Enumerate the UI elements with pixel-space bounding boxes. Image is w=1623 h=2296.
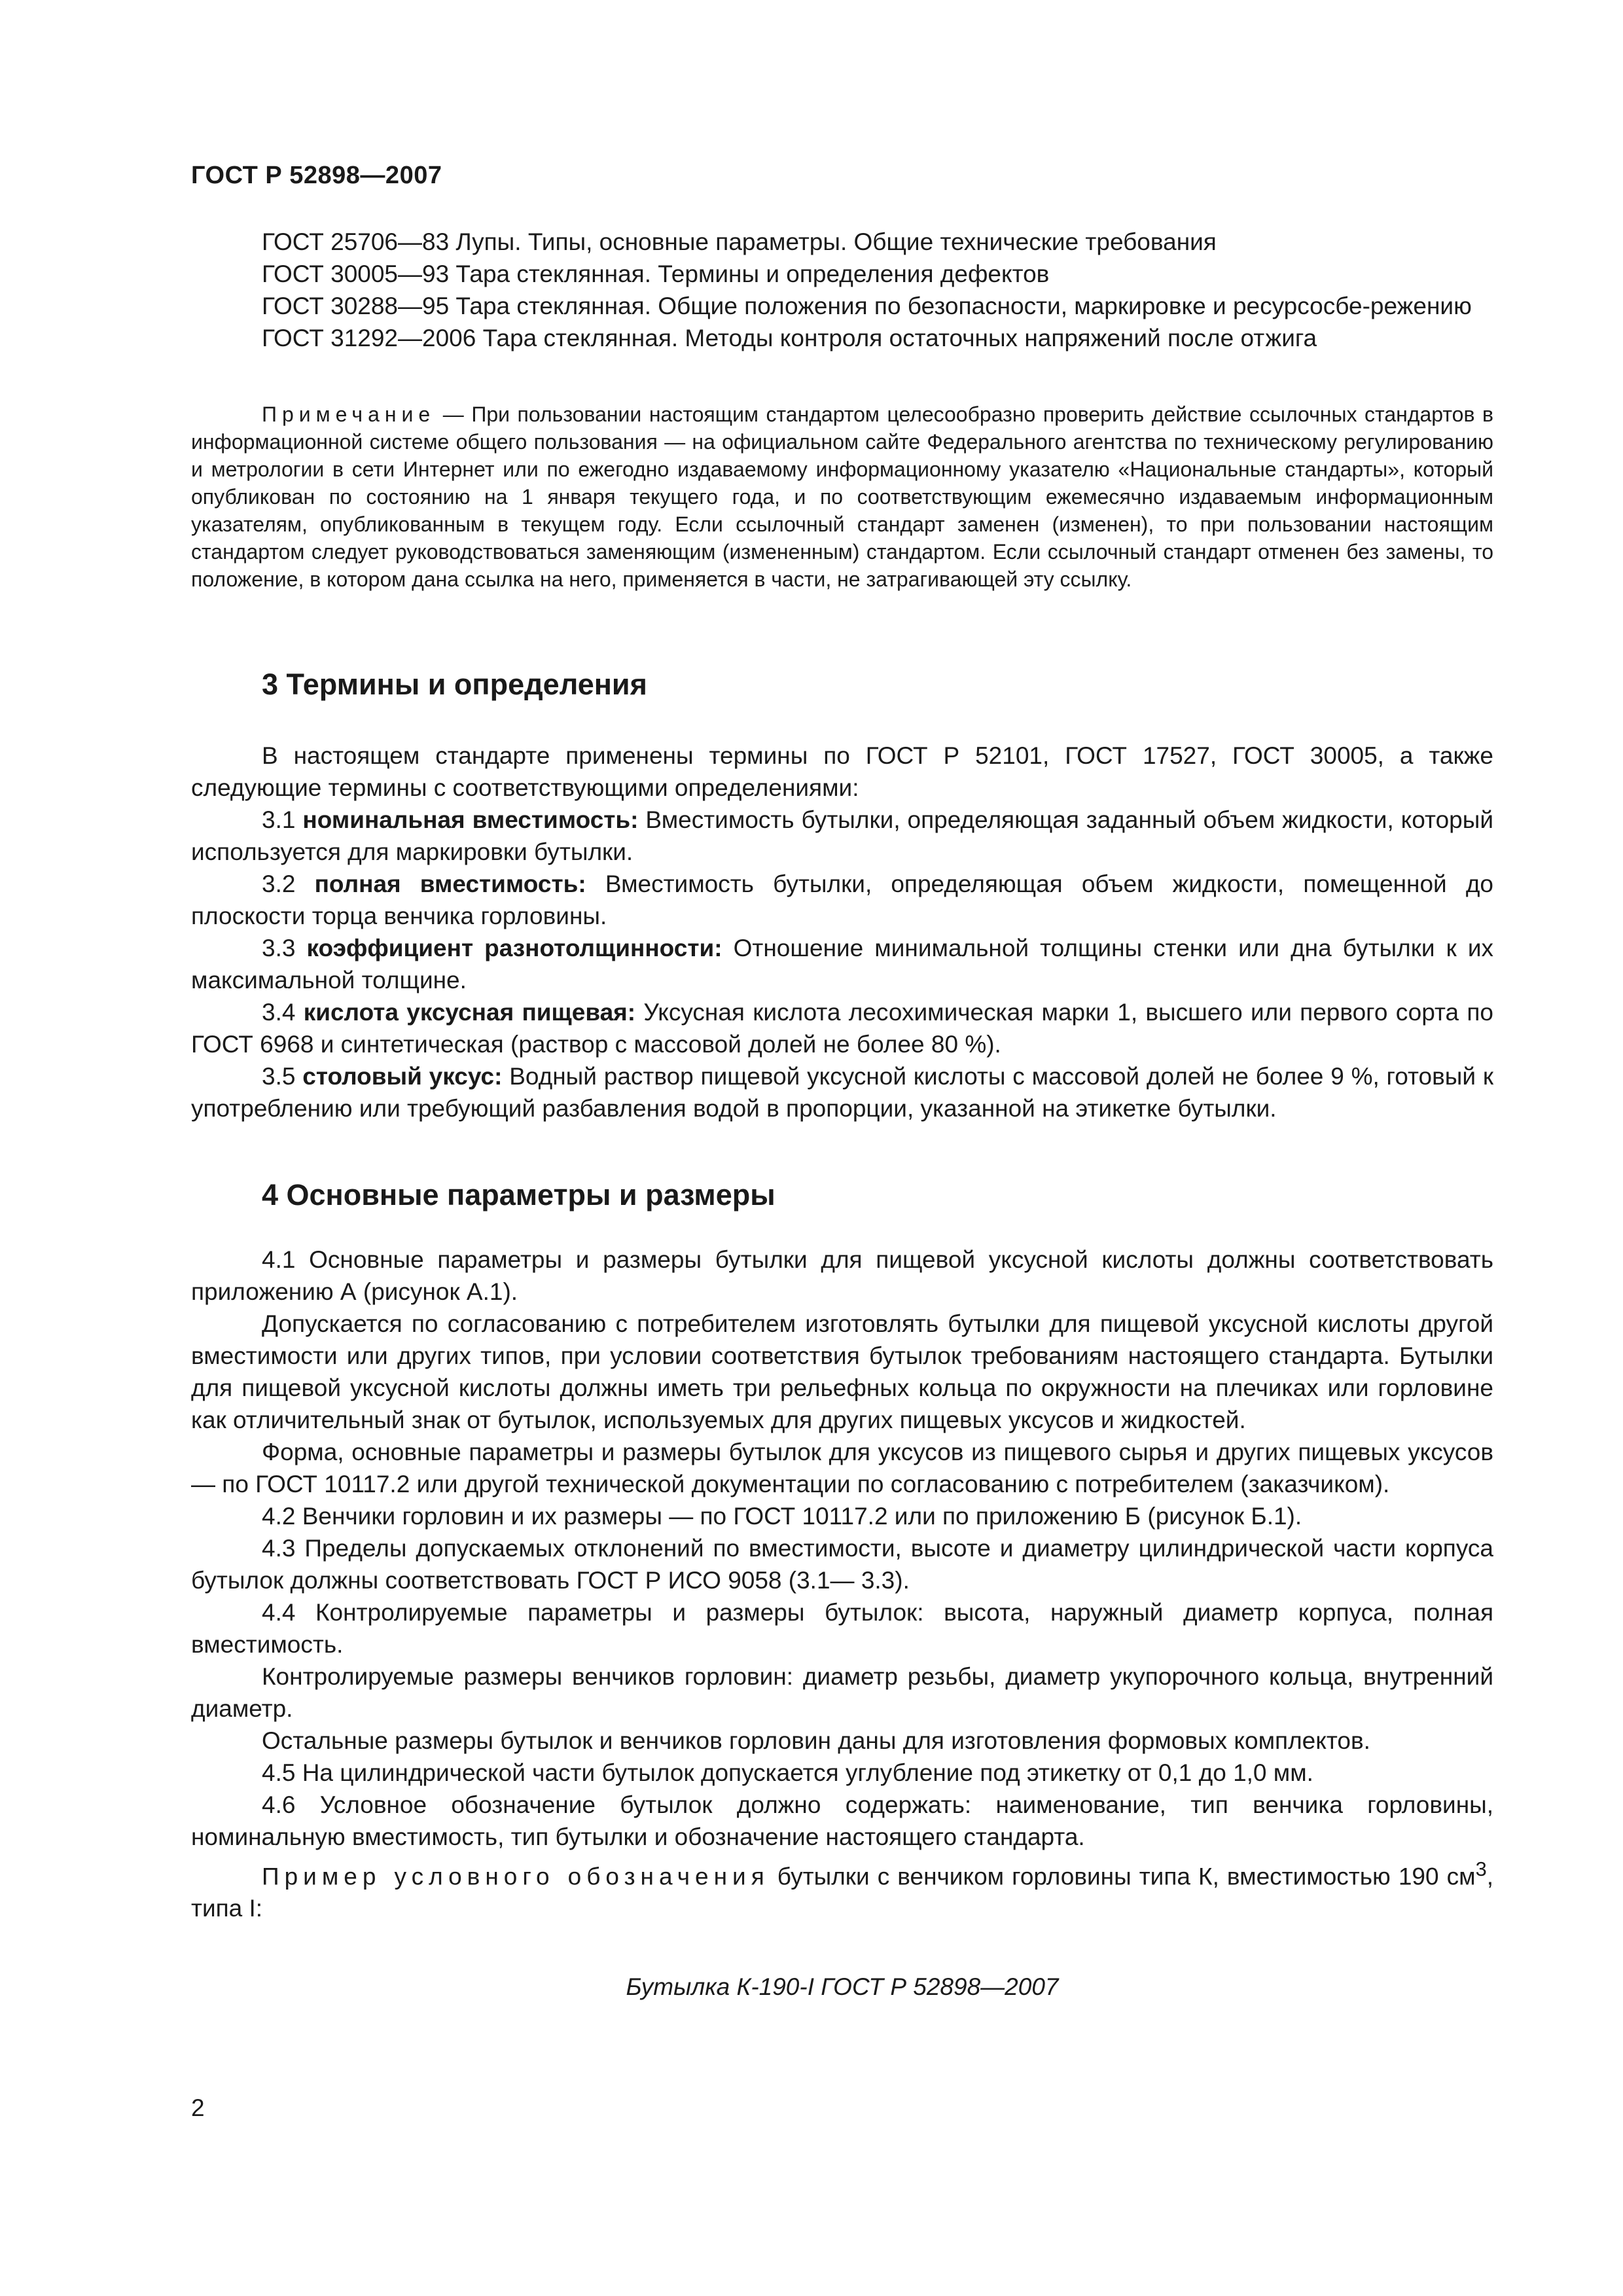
term-item: 3.4 кислота уксусная пищевая: Уксусная кислота лесохимическая марки 1, высшего или первого сорта по ГОСТ 6968 и синтетическая (раствор с массовой долей не более 80 %). [191, 999, 1493, 1058]
section-4-body [191, 1244, 1493, 1924]
term-definition: Отношение минимальной толщины стенки или дна бутылки к их максимальной толщине. [191, 935, 1494, 994]
paragraph: Остальные размеры бутылок и венчиков горловин даны для изготовления формовых комплектов. [262, 1727, 1370, 1754]
document-header: ГОСТ Р 52898—2007 [191, 162, 442, 189]
paragraph: 4.3 Пределы допускаемых отклонений по вместимости, высоте и диаметру цилиндрической части корпуса бутылок должны соответствовать ГОСТ Р ИСО 9058 (3.1— 3.3). [191, 1535, 1493, 1594]
paragraph: 4.1 Основные параметры и размеры бутылки для пищевой уксусной кислоты должны соответствовать приложению А (рисунок А.1). [191, 1246, 1493, 1305]
reference-item: ГОСТ 30005—93 Тара стеклянная. Термины и определения дефектов [262, 260, 1050, 287]
note-text: — При пользовании настоящим стандартом целесообразно проверить действие ссылочных стандартов в информационной системе общего пользования — на официальном сайте Федерального агентства по техническому регулированию и метрологии в сети Интернет или по ежегодно издаваемому информационному указателю «Национальные стандарты», который опубликован по состоянию на 1 января текущего года, и по соответствующим ежемесячно издаваемым информационным указателям, опубликованным в текущем году. Если ссылочный стандарт заменен (изменен), то при пользовании настоящим стандартом следует руководствоваться заменяющим (измененным) стандартом. Если ссылочный стандарт отменен без замены, то положение, в котором дана ссылка на него, применяется в части, не затрагивающей эту ссылку. [191, 403, 1493, 591]
term-definition: Вместимость бутылки, определяющая объем жидкости, помещенной до плоскости торца венчика горловины. [191, 870, 1493, 929]
normative-references [191, 226, 1493, 354]
note-block [191, 401, 1493, 593]
paragraph: 4.6 Условное обозначение бутылок должно содержать: наименование, тип венчика горловины, номинальную вместимость, тип бутылки и обозначение настоящего стандарта. [191, 1791, 1493, 1850]
term-name: полная вместимость: [314, 870, 586, 897]
term-item: 3.2 полная вместимость: Вместимость бутылки, определяющая объем жидкости, помещенной до плоскости торца венчика горловины. [191, 870, 1493, 929]
section-4-heading: 4 Основные параметры и размеры [262, 1178, 776, 1211]
example-paragraph: Пример условного обозначения бутылки с венчиком горловины типа К, вместимостью 190 $см^3$, типа I: [191, 1857, 1493, 1922]
term-name: коэффициент разнотолщинности: [306, 935, 722, 961]
section-3-heading: 3 Термины и определения [262, 668, 647, 701]
section-3-body [191, 740, 1493, 1124]
reference-item: ГОСТ 25706—83 Лупы. Типы, основные параметры. Общие технические требования [262, 228, 1217, 255]
term-item: 3.1 номинальная вместимость: Вместимость бутылки, определяющая заданный объем жидкости, который используется для маркировки бутылки. [191, 806, 1493, 865]
term-name: номинальная вместимость: [302, 806, 639, 833]
term-definition: Вместимость бутылки, определяющая заданный объем жидкости, который используется для маркировки бутылки. [191, 806, 1493, 865]
term-name: столовый уксус: [302, 1063, 503, 1090]
page-number: 2 [191, 2094, 205, 2121]
example-label: Пример условного обозначения [262, 1863, 770, 1890]
designation-example: Бутылка К-190-I ГОСТ Р 52898—2007 [626, 1973, 1059, 2000]
term-item: 3.5 столовый уксус: Водный раствор пищевой уксусной кислоты с массовой долей не более 9 %, готовый к употреблению или требующий разбавления водой в пропорции, указанной на этикетке бутылки. [191, 1063, 1494, 1122]
reference-item: ГОСТ 31292—2006 Тара стеклянная. Методы контроля остаточных напряжений после отжига [262, 325, 1317, 351]
term-item: 3.3 коэффициент разнотолщинности: Отношение минимальной толщины стенки или дна бутылки к их максимальной толщине. [191, 935, 1494, 994]
paragraph: Форма, основные параметры и размеры бутылок для уксусов из пищевого сырья и других пищевых уксусов — по ГОСТ 10117.2 или другой технической документации по согласованию с потребителем (заказчиком). [191, 1439, 1493, 1498]
paragraph: 4.2 Венчики горловин и их размеры — по ГОСТ 10117.2 или по приложению Б (рисунок Б.1). [262, 1503, 1302, 1530]
paragraph: Допускается по согласованию с потребителем изготовлять бутылки для пищевой уксусной кислоты другой вместимости или других типов, при условии соответствия бутылок требованиям настоящего стандарта. Бутылки для пищевой уксусной кислоты должны иметь три рельефных кольца по окружности на плечиках или горловине как отличительный знак от бутылок, используемых для других пищевых уксусов и жидкостей. [191, 1310, 1493, 1433]
paragraph: 4.4 Контролируемые параметры и размеры бутылок: высота, наружный диаметр корпуса, полная вместимость. [191, 1599, 1493, 1658]
paragraph: Контролируемые размеры венчиков горловин: диаметр резьбы, диаметр укупорочного кольца, внутренний диаметр. [191, 1663, 1493, 1722]
term-definition: Уксусная кислота лесохимическая марки 1, высшего или первого сорта по ГОСТ 6968 и синтетическая (раствор с массовой долей не более 80 %). [191, 999, 1493, 1058]
note-label: Примечание [262, 403, 436, 426]
term-name: кислота уксусная пищевая: [303, 999, 636, 1026]
paragraph: 4.5 На цилиндрической части бутылок допускается углубление под этикетку от 0,1 до 1,0 мм. [262, 1759, 1313, 1786]
reference-item: ГОСТ 30288—95 Тара стеклянная. Общие положения по безопасности, маркировке и ресурсосбе-режению [262, 293, 1472, 319]
section-3-intro: В настоящем стандарте применены термины по ГОСТ Р 52101, ГОСТ 17527, ГОСТ 30005, а также следующие термины с соответствующими определениями: [191, 742, 1493, 801]
term-definition: Водный раствор пищевой уксусной кислоты с массовой долей не более 9 %, готовый к употреблению или требующий разбавления водой в пропорции, указанной на этикетке бутылки. [191, 1063, 1494, 1122]
